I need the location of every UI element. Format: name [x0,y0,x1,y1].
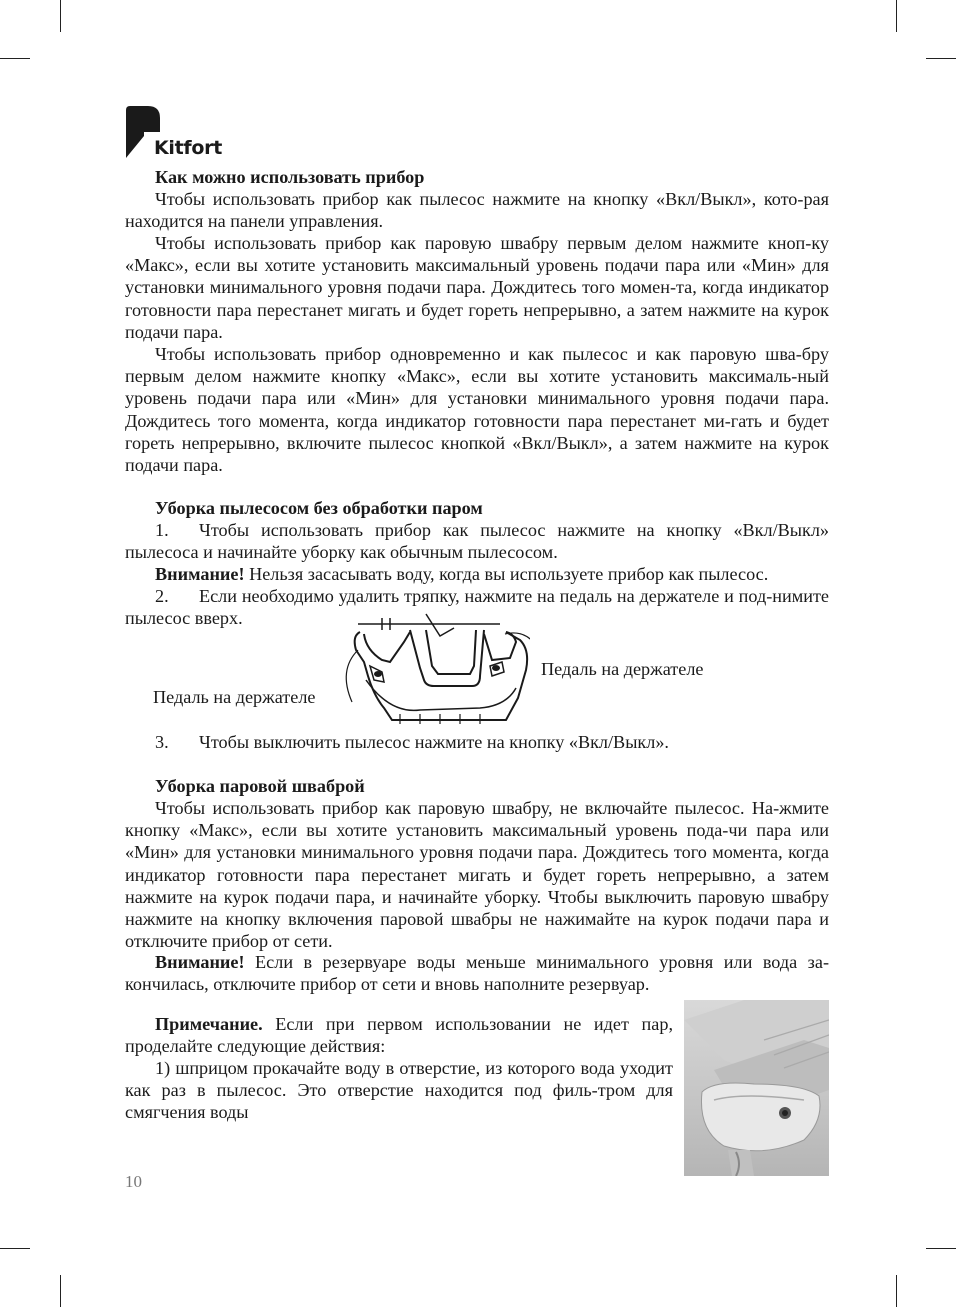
warning-text: Если в резервуаре воды меньше минимального уровня или вода за-кончилась, отключите прибор от сети и вновь наполните резервуар. [125,952,829,995]
page-number: 10 [125,1172,142,1191]
section-heading-vacuum: Уборка пылесосом без обработки паром [155,498,483,518]
paragraph: Чтобы использовать прибор как паровую швабру первым делом нажмите кноп-ку «Макс», если вы хотите установить максимальный уровень подачи пара или «Мин» для установки минимального уровня подачи пара. Дождитесь того момен-та, когда индикатор готовности пара перестанет мигать и будет гореть непрерывно, а затем нажмите на курок подачи пара. [125,233,829,342]
vacuum-head-diagram [330,610,530,730]
warning-label: Внимание! [155,564,245,584]
brand-name: Kitfort [154,137,222,159]
diagram-label-right: Педаль на держателе [541,659,704,679]
step-text: Если необходимо удалить тряпку, нажмите на педаль на держателе и под-нимите пылесос вверх. [125,586,829,629]
step-number: 1. [155,520,169,540]
diagram-label-left: Педаль на держателе [153,687,316,707]
step-text: Чтобы использовать прибор как пылесос нажмите на кнопку «Вкл/Выкл» пылесоса и начинайте уборку как обычным пылесосом. [125,520,829,563]
crop-mark [926,1248,956,1249]
crop-mark [0,58,30,59]
numbered-step [125,519,829,563]
crop-mark [926,58,956,59]
water-hole-photo [684,1000,829,1176]
note-text: Если при первом использовании не идет пар, проделайте следующие действия: [125,1014,673,1057]
note-paragraph [125,1013,673,1057]
step-number: 3. [155,732,169,752]
paragraph: Чтобы использовать прибор одновременно и как пылесос и как паровую шва-бру первым делом нажмите кнопку «Макс», если вы хотите установить максималь-ный уровень подачи пара или «Мин» для установки минимального уровня подачи пара. Дождитесь того момента, когда индикатор готовности пара перестанет ми-гать и будет гореть непрерывно, включите пылесос кнопкой «Вкл/Выкл», а затем нажмите на курок подачи пара. [125,344,829,476]
section-heading-how-to-use: Как можно использовать прибор [155,167,425,187]
crop-mark [896,0,897,32]
numbered-step [125,731,829,753]
paragraph: Чтобы использовать прибор как пылесос нажмите на кнопку «Вкл/Выкл», кото-рая находится на панели управления. [125,189,829,232]
warning-text: Нельзя засасывать воду, когда вы используете прибор как пылесос. [244,564,769,584]
paragraph: Чтобы использовать прибор как паровую швабру, не включайте пылесос. На-жмите кнопку «Макс», если вы хотите установить максимальный уровень пода-чи пара или «Мин» для установки минимального уровня подачи пара. Дождитесь того момента, когда индикатор готовности пара перестанет мигать и будет гореть непрерывно, а затем нажмите на курок подачи пара, и начинайте уборку. Чтобы выключить паровую швабру нажмите на кнопку включения паровой швабры не нажимайте на курок подачи пара и отключите прибор от сети. [125,798,829,952]
note-label: Примечание. [155,1014,263,1034]
crop-mark [0,1248,30,1249]
step-text: Чтобы выключить пылесос нажмите на кнопку «Вкл/Выкл». [199,732,669,752]
warning-paragraph [125,951,829,995]
crop-mark [60,0,61,32]
crop-mark [60,1275,61,1307]
section-heading-steam-mop: Уборка паровой шваброй [155,776,365,796]
warning-paragraph [125,563,829,585]
crop-mark [896,1275,897,1307]
step-number: 2. [155,586,169,606]
note-step: 1) шприцом прокачайте воду в отверстие, из которого вода уходит как раз в пылесос. Это отверстие находится под филь-тром для смягчения воды [125,1058,673,1123]
warning-label: Внимание! [155,952,245,972]
